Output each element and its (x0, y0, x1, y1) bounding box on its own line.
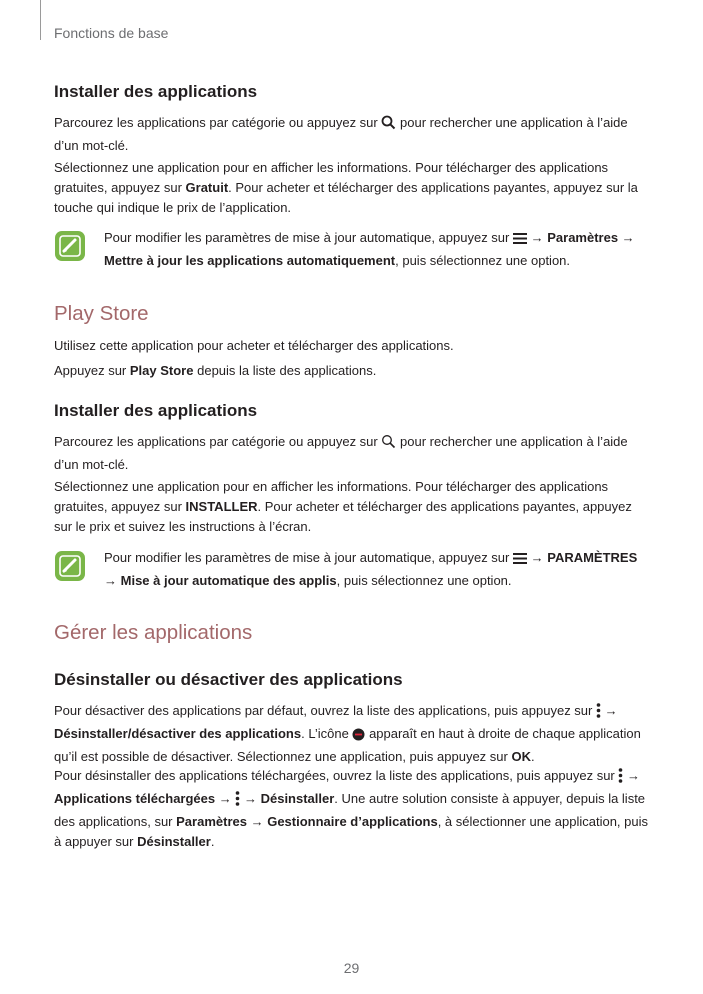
section-title-play-store: Play Store (54, 302, 149, 325)
paragraph-play-store-intro: Utilisez cette application pour acheter et télécharger des applications. (54, 338, 454, 353)
menu-icon (513, 551, 527, 571)
note-icon (54, 550, 86, 582)
paragraph-uninstall-apps: Pour désinstaller des applications téléchargées, ouvrez la liste des applications, puis appuyez sur → Applications téléchargées → → Désinstaller. Une autre solution consiste à appuyer, depuis la liste des applications, sur Paramètres → Gestionnaire d’applications, à sélectionner une application, puis à appuyer sur Désinstaller. (54, 768, 648, 849)
note-box (54, 548, 650, 592)
section-title-manage-apps: Gérer les applications (54, 621, 253, 644)
paragraph-search-play: Parcourez les applications par catégorie ou appuyez sur pour rechercher une application à l’aide d’un mot-clé. (54, 434, 628, 472)
paragraph-select-app-play: Sélectionnez une application pour en afficher les informations. Pour télécharger des applications gratuites, appuyez sur INSTALLER. Pour acheter et télécharger des applications payantes, appuyez sur le prix et suivez les instructions à l’écran. (54, 479, 632, 534)
note-icon (54, 230, 86, 262)
heading-install-apps-play: Installer des applications (54, 401, 258, 420)
heading-uninstall-disable: Désinstaller ou désactiver des applications (54, 670, 403, 689)
search-icon (381, 115, 396, 136)
paragraph-search: Parcourez les applications par catégorie ou appuyez sur pour rechercher une application à l’aide d’un mot-clé. (54, 115, 628, 153)
header-rule (40, 0, 41, 40)
menu-icon (513, 231, 527, 251)
note-text: Pour modifier les paramètres de mise à jour automatique, appuyez sur → Paramètres → Mettre à jour les applications automatiquement, puis sélectionnez une option. (104, 230, 635, 268)
page-number: 29 (343, 960, 360, 976)
paragraph-play-store-open: Appuyez sur Play Store depuis la liste des applications. (54, 363, 377, 378)
note-text: Pour modifier les paramètres de mise à jour automatique, appuyez sur → PARAMÈTRES → Mise à jour automatique des applis, puis sélectionnez une option. (104, 550, 638, 588)
search-icon (381, 434, 396, 455)
disable-icon (352, 727, 365, 747)
heading-install-apps: Installer des applications (54, 82, 258, 101)
header-section-title: Fonctions de base (54, 25, 169, 41)
note-box (54, 228, 650, 272)
paragraph-select-app: Sélectionnez une application pour en afficher les informations. Pour télécharger des applications gratuites, appuyez sur Gratuit. Pour acheter et télécharger des applications payantes, appuyez sur la touche qui indique le prix de l’application. (54, 160, 638, 215)
paragraph-disable-apps: Pour désactiver des applications par défaut, ouvrez la liste des applications, puis appuyez sur → Désinstaller/désactiver des applications. L’icône apparaît en haut à droite de chaque application qu’il est possible de désactiver. Sélectionnez une application, puis appuyez sur OK. (54, 703, 641, 764)
